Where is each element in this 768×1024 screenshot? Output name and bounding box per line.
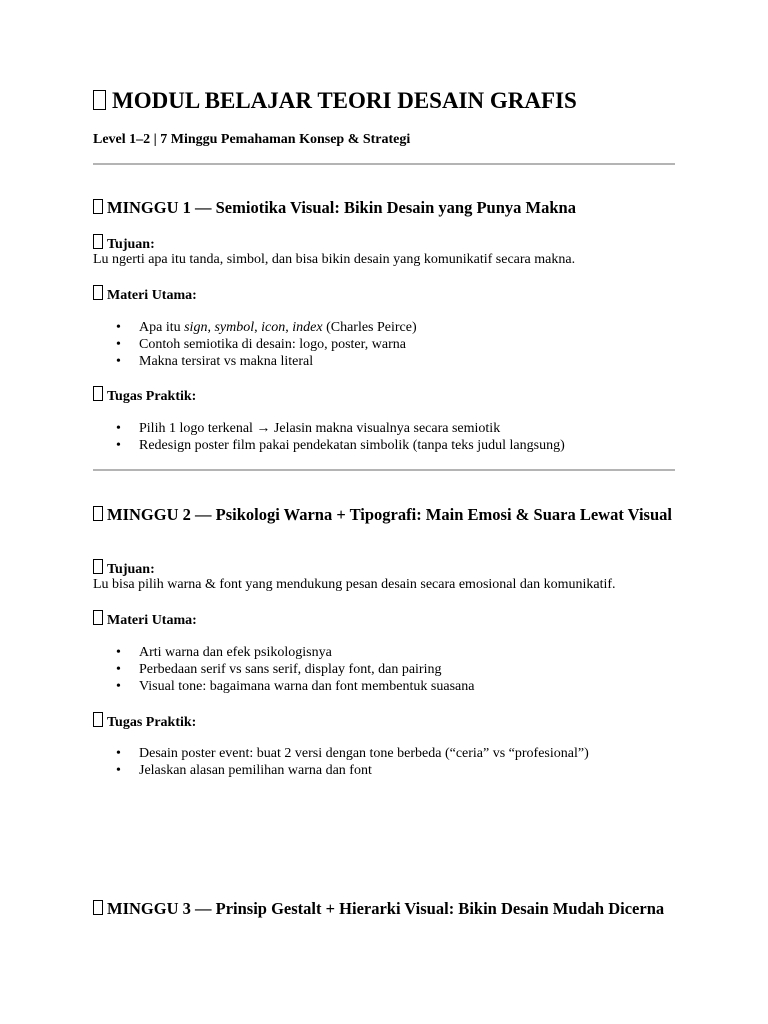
week-2-tasks-label: [93, 712, 196, 731]
list-item: [93, 644, 474, 661]
list-item: [93, 745, 589, 762]
document-subtitle: Level 1–2 | 7 Minggu Pemahaman Konsep & Strategi: [93, 132, 411, 147]
box-glyph-icon: [93, 559, 103, 574]
week-3-title-text: MINGGU 3 — Prinsip Gestalt + Hierarki Visual: Bikin Desain Mudah Dicerna: [107, 899, 665, 918]
bullet-icon: •: [116, 320, 121, 335]
list-item-text: Visual tone: bagaimana warna dan font membentuk suasana: [139, 679, 475, 694]
week-1-tasks-list: [93, 420, 565, 454]
list-item: [93, 678, 474, 695]
bullet-icon: •: [116, 662, 121, 677]
week-2-tasks-list: [93, 745, 589, 779]
list-item-text: ,: [207, 320, 215, 335]
list-item-text-italic: icon: [261, 320, 286, 335]
list-item-text: Desain poster event: buat 2 versi dengan tone berbeda (“ceria” vs “profesional”): [139, 746, 589, 761]
box-glyph-icon: [93, 234, 103, 249]
list-item: [93, 437, 565, 454]
bullet-icon: •: [116, 421, 121, 436]
list-item-text: Jelaskan alasan pemilihan warna dan font: [139, 763, 372, 778]
list-item-text: Makna tersirat vs makna literal: [139, 354, 314, 369]
goal-label-text: Tujuan:: [107, 237, 155, 252]
week-3-title: [93, 899, 675, 918]
list-item-text: Arti warna dan efek psikologisnya: [139, 645, 332, 660]
tasks-label-text: Tugas Praktik:: [107, 715, 197, 730]
list-item: [93, 319, 417, 336]
bullet-icon: •: [116, 746, 121, 761]
week-2-materials-label: [93, 610, 197, 629]
list-item-text-italic: sign: [184, 320, 208, 335]
list-item: [93, 661, 474, 678]
list-item: [93, 420, 565, 437]
list-item-text: ,: [285, 320, 293, 335]
week-1-tasks-label: [93, 386, 196, 405]
document-title-text: MODUL BELAJAR TEORI DESAIN GRAFIS: [112, 88, 577, 113]
week-1-materials-list: [93, 319, 417, 370]
box-glyph-icon: [93, 506, 103, 521]
list-item-text: Redesign poster film pakai pendekatan simbolik (tanpa teks judul langsung): [139, 438, 565, 453]
horizontal-rule: [93, 469, 675, 471]
box-glyph-icon: [93, 712, 103, 727]
list-item: [93, 762, 589, 779]
week-2-title: [93, 505, 675, 524]
list-item-text: Pilih 1 logo terkenal → Jelasin makna visualnya secara semiotik: [139, 421, 501, 436]
goal-label-text: Tujuan:: [107, 562, 155, 577]
bullet-icon: •: [116, 645, 121, 660]
box-glyph-icon: [93, 610, 103, 625]
week-1-title-text: MINGGU 1 — Semiotika Visual: Bikin Desain yang Punya Makna: [107, 198, 576, 217]
week-2-goal-text: Lu bisa pilih warna & font yang mendukung pesan desain secara emosional dan komunikatif.: [93, 577, 616, 592]
document-title: [93, 88, 577, 114]
materials-label-text: Materi Utama:: [107, 613, 197, 628]
list-item-text: Contoh semiotika di desain: logo, poster, warna: [139, 337, 406, 352]
tasks-label-text: Tugas Praktik:: [107, 389, 197, 404]
box-glyph-icon: [93, 386, 103, 401]
list-item-text: Apa itu: [139, 320, 185, 335]
horizontal-rule: [93, 163, 675, 165]
week-1-goal-text: Lu ngerti apa itu tanda, simbol, dan bisa bikin desain yang komunikatif secara makna.: [93, 252, 576, 267]
bullet-icon: •: [116, 679, 121, 694]
list-item: [93, 336, 417, 353]
box-glyph-icon: [93, 90, 106, 110]
list-item-text-italic: symbol: [214, 320, 255, 335]
week-1-title: [93, 198, 675, 217]
week-1-materials-label: [93, 285, 197, 304]
list-item-text: (Charles Peirce): [322, 320, 417, 335]
bullet-icon: •: [116, 354, 121, 369]
bullet-icon: •: [116, 438, 121, 453]
box-glyph-icon: [93, 199, 103, 214]
list-item-text-italic: index: [292, 320, 323, 335]
list-item: [93, 353, 417, 370]
list-item-text: ,: [254, 320, 262, 335]
list-item-text: Perbedaan serif vs sans serif, display font, dan pairing: [139, 662, 442, 677]
bullet-icon: •: [116, 337, 121, 352]
week-2-materials-list: [93, 644, 474, 695]
box-glyph-icon: [93, 900, 103, 915]
bullet-icon: •: [116, 763, 121, 778]
box-glyph-icon: [93, 285, 103, 300]
week-2-title-text: MINGGU 2 — Psikologi Warna + Tipografi: Main Emosi & Suara Lewat Visual: [107, 505, 672, 524]
materials-label-text: Materi Utama:: [107, 288, 197, 303]
